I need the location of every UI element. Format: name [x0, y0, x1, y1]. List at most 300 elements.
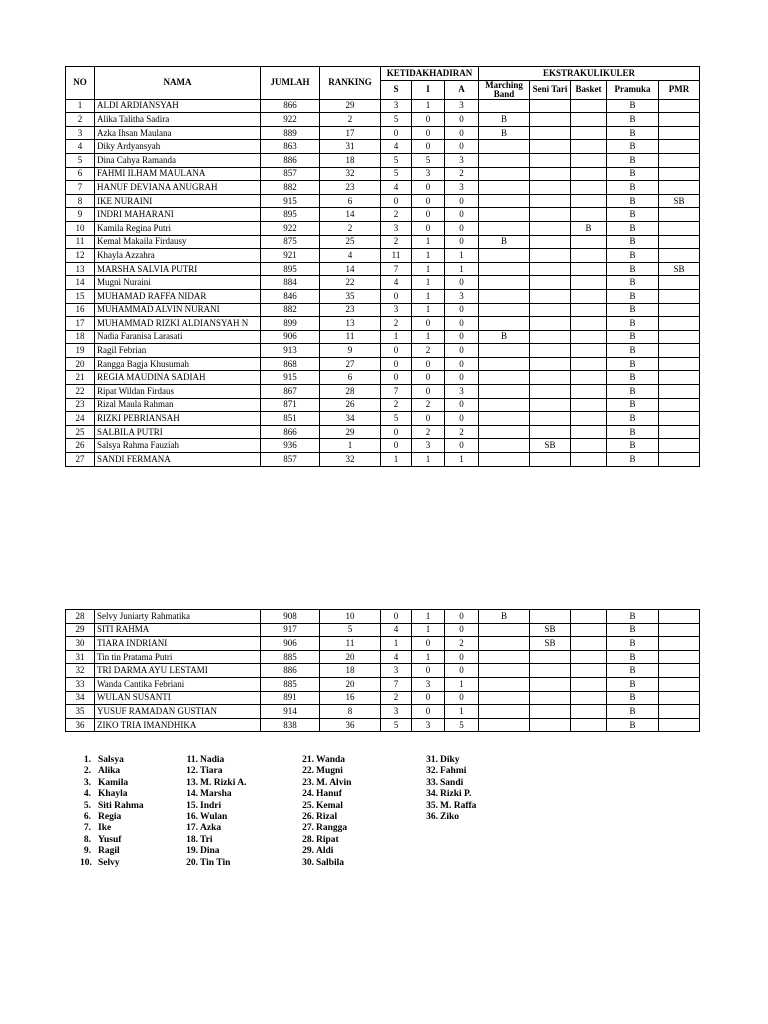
cell-sakit: 5 [381, 167, 412, 181]
cell-pramuka: B [607, 153, 659, 167]
cell-ranking: 2 [320, 113, 381, 127]
cell-marching-band [479, 677, 530, 691]
cell-no: 8 [66, 194, 95, 208]
cell-no: 19 [66, 344, 95, 358]
cell-basket [571, 99, 607, 113]
cell-ranking: 32 [320, 453, 381, 467]
cell-alpha: 3 [445, 99, 479, 113]
cell-alpha: 0 [445, 610, 479, 624]
cell-marching-band [479, 249, 530, 263]
cell-pmr [659, 718, 700, 732]
cell-sakit: 2 [381, 691, 412, 705]
cell-ranking: 31 [320, 140, 381, 154]
cell-seni-tari [530, 453, 571, 467]
cell-nama: REGIA MAUDINA SADIAH [95, 371, 261, 385]
cell-ranking: 35 [320, 289, 381, 303]
ranking-item [298, 801, 351, 812]
cell-nama: MUHAMMAD RIZKI ALDIANSYAH N [95, 317, 261, 331]
cell-marching-band [479, 221, 530, 235]
cell-pmr [659, 113, 700, 127]
cell-sakit: 3 [381, 664, 412, 678]
cell-no: 34 [66, 691, 95, 705]
cell-seni-tari [530, 650, 571, 664]
cell-ranking: 20 [320, 650, 381, 664]
cell-nama: Diky Ardyansyah [95, 140, 261, 154]
cell-basket [571, 718, 607, 732]
cell-basket [571, 276, 607, 290]
ranking-item [422, 755, 476, 766]
cell-no: 9 [66, 208, 95, 222]
ranking-column-4 [422, 755, 476, 823]
cell-nama: Tin tin Pratama Putri [95, 650, 261, 664]
cell-jumlah: 851 [261, 412, 320, 426]
cell-seni-tari [530, 425, 571, 439]
cell-ranking: 34 [320, 412, 381, 426]
cell-pramuka: B [607, 181, 659, 195]
cell-sakit: 4 [381, 650, 412, 664]
cell-marching-band [479, 398, 530, 412]
cell-alpha: 3 [445, 153, 479, 167]
cell-marching-band [479, 276, 530, 290]
cell-basket [571, 664, 607, 678]
cell-izin: 3 [412, 718, 445, 732]
ranking-name: Azka [200, 823, 222, 834]
cell-pramuka: B [607, 357, 659, 371]
cell-ranking: 9 [320, 344, 381, 358]
cell-marching-band: B [479, 113, 530, 127]
cell-pramuka: B [607, 249, 659, 263]
ranking-name: M. Raffa [440, 800, 477, 811]
table-row [66, 276, 700, 290]
cell-alpha: 2 [445, 167, 479, 181]
cell-basket [571, 235, 607, 249]
ranking-number: 1. [83, 755, 91, 765]
cell-marching-band [479, 140, 530, 154]
cell-ranking: 4 [320, 249, 381, 263]
cell-ranking: 29 [320, 425, 381, 439]
cell-sakit: 0 [381, 371, 412, 385]
cell-pmr [659, 330, 700, 344]
cell-izin: 0 [412, 412, 445, 426]
cell-basket [571, 385, 607, 399]
cell-pramuka: B [607, 610, 659, 624]
ranking-item [298, 835, 351, 846]
cell-basket [571, 303, 607, 317]
cell-sakit: 1 [381, 453, 412, 467]
cell-jumlah: 875 [261, 235, 320, 249]
ranking-number: 4. [83, 789, 91, 800]
ranking-item [182, 778, 246, 789]
cell-pmr [659, 317, 700, 331]
ranking-number: 5. [83, 800, 91, 811]
cell-ranking: 18 [320, 664, 381, 678]
cell-nama: SITI RAHMA [95, 623, 261, 637]
cell-pmr [659, 99, 700, 113]
cell-jumlah: 885 [261, 650, 320, 664]
cell-izin: 0 [412, 371, 445, 385]
ranking-name: Marsha [200, 789, 232, 800]
cell-ranking: 25 [320, 235, 381, 249]
cell-pmr [659, 691, 700, 705]
cell-alpha: 5 [445, 718, 479, 732]
ranking-number: 28. [302, 834, 314, 845]
ranking-item [182, 846, 246, 857]
cell-no: 1 [66, 99, 95, 113]
cell-izin: 0 [412, 126, 445, 140]
ranking-item [80, 858, 144, 869]
cell-izin: 1 [412, 303, 445, 317]
header-izin: I [412, 80, 445, 99]
cell-sakit: 2 [381, 235, 412, 249]
cell-no: 15 [66, 289, 95, 303]
ranking-name: Tin Tin [200, 857, 231, 868]
cell-marching-band [479, 705, 530, 719]
ranking-name: Alika [98, 766, 121, 777]
cell-pramuka: B [607, 194, 659, 208]
cell-basket [571, 344, 607, 358]
table-row [66, 208, 700, 222]
cell-izin: 1 [412, 623, 445, 637]
cell-alpha: 1 [445, 677, 479, 691]
cell-alpha: 0 [445, 412, 479, 426]
cell-nama: TRI DARMA AYU LESTAMI [95, 664, 261, 678]
cell-marching-band [479, 623, 530, 637]
cell-basket [571, 249, 607, 263]
cell-nama: Rizal Maula Rahman [95, 398, 261, 412]
ranking-name: Selvy [98, 857, 120, 868]
cell-marching-band [479, 181, 530, 195]
cell-no: 28 [66, 610, 95, 624]
cell-no: 10 [66, 221, 95, 235]
cell-sakit: 0 [381, 610, 412, 624]
cell-ranking: 17 [320, 126, 381, 140]
table-body [66, 99, 700, 466]
cell-marching-band [479, 357, 530, 371]
cell-pramuka: B [607, 425, 659, 439]
cell-seni-tari [530, 289, 571, 303]
cell-jumlah: 917 [261, 623, 320, 637]
cell-izin: 1 [412, 330, 445, 344]
cell-jumlah: 913 [261, 344, 320, 358]
ranking-name: Salbila [316, 857, 344, 868]
cell-jumlah: 915 [261, 371, 320, 385]
table-body-continued [66, 610, 700, 732]
ranking-item [80, 812, 144, 823]
ranking-item [182, 835, 246, 846]
cell-pramuka: B [607, 398, 659, 412]
cell-alpha: 0 [445, 208, 479, 222]
cell-pmr [659, 167, 700, 181]
cell-basket [571, 610, 607, 624]
cell-sakit: 7 [381, 677, 412, 691]
cell-sakit: 7 [381, 262, 412, 276]
cell-basket [571, 412, 607, 426]
cell-seni-tari [530, 140, 571, 154]
cell-pramuka: B [607, 664, 659, 678]
cell-alpha: 0 [445, 221, 479, 235]
cell-nama: TIARA INDRIANI [95, 637, 261, 651]
ranking-name: Tiara [200, 766, 223, 777]
cell-alpha: 0 [445, 113, 479, 127]
cell-pmr [659, 412, 700, 426]
ranking-number: 10. [80, 857, 92, 868]
ranking-item [298, 789, 351, 800]
cell-nama: Ragil Febrian [95, 344, 261, 358]
cell-pmr [659, 371, 700, 385]
header-jumlah: JUMLAH [261, 67, 320, 100]
cell-jumlah: 871 [261, 398, 320, 412]
cell-jumlah: 908 [261, 610, 320, 624]
cell-nama: HANUF DEVIANA ANUGRAH [95, 181, 261, 195]
cell-nama: INDRI MAHARANI [95, 208, 261, 222]
ranking-item [422, 812, 476, 823]
cell-ranking: 36 [320, 718, 381, 732]
cell-pmr [659, 235, 700, 249]
cell-nama: MUHAMMAD ALVIN NURANI [95, 303, 261, 317]
cell-jumlah: 857 [261, 453, 320, 467]
cell-nama: IKE NURAINI [95, 194, 261, 208]
header-no: NO [66, 67, 95, 100]
ranking-number: 34. [426, 789, 438, 800]
cell-basket [571, 208, 607, 222]
ranking-number: 25. [302, 800, 314, 811]
table-row [66, 317, 700, 331]
table-row [66, 344, 700, 358]
cell-no: 6 [66, 167, 95, 181]
cell-sakit: 4 [381, 623, 412, 637]
header-pmr: PMR [659, 80, 700, 99]
cell-seni-tari [530, 262, 571, 276]
cell-pramuka: B [607, 705, 659, 719]
cell-nama: Azka Ihsan Maulana [95, 126, 261, 140]
cell-izin: 2 [412, 425, 445, 439]
cell-alpha: 0 [445, 317, 479, 331]
ranking-name: Khayla [98, 789, 128, 800]
cell-alpha: 0 [445, 344, 479, 358]
cell-jumlah: 895 [261, 208, 320, 222]
cell-pramuka: B [607, 208, 659, 222]
cell-pramuka: B [607, 99, 659, 113]
ranking-name: Fahmi [440, 766, 467, 777]
cell-pramuka: B [607, 113, 659, 127]
ranking-column-2 [182, 755, 246, 869]
cell-seni-tari [530, 357, 571, 371]
cell-marching-band [479, 99, 530, 113]
header-ketidakhadiran: KETIDAKHADIRAN [381, 67, 479, 81]
ranking-number: 36. [426, 811, 438, 822]
cell-seni-tari [530, 705, 571, 719]
cell-ranking: 32 [320, 167, 381, 181]
table-row [66, 439, 700, 453]
cell-sakit: 5 [381, 718, 412, 732]
header-sakit: S [381, 80, 412, 99]
cell-pramuka: B [607, 718, 659, 732]
ranking-number: 23. [302, 777, 314, 788]
ranking-item [298, 778, 351, 789]
header-marching-band: Marching Band [479, 80, 530, 99]
cell-sakit: 11 [381, 249, 412, 263]
table-row [66, 385, 700, 399]
cell-seni-tari [530, 691, 571, 705]
cell-alpha: 0 [445, 371, 479, 385]
cell-ranking: 10 [320, 610, 381, 624]
cell-nama: Ripat Wildan Firdaus [95, 385, 261, 399]
cell-pramuka: B [607, 126, 659, 140]
cell-basket [571, 194, 607, 208]
cell-basket [571, 691, 607, 705]
cell-pmr [659, 425, 700, 439]
cell-pramuka: B [607, 637, 659, 651]
cell-pmr [659, 181, 700, 195]
table-row [66, 357, 700, 371]
table-row [66, 99, 700, 113]
cell-pramuka: B [607, 289, 659, 303]
cell-izin: 0 [412, 705, 445, 719]
ranking-name: Aldi [316, 846, 334, 857]
cell-izin: 1 [412, 453, 445, 467]
cell-basket [571, 439, 607, 453]
cell-ranking: 22 [320, 276, 381, 290]
cell-nama: Mugni Nuraini [95, 276, 261, 290]
header-ekstrakulikuler: EKSTRAKULIKULER [479, 67, 700, 81]
ranking-name: M. Rizki A. [200, 777, 247, 788]
cell-sakit: 4 [381, 140, 412, 154]
cell-izin: 1 [412, 262, 445, 276]
cell-sakit: 3 [381, 99, 412, 113]
cell-seni-tari [530, 99, 571, 113]
ranking-number: 6. [83, 811, 91, 822]
cell-no: 20 [66, 357, 95, 371]
cell-nama: Wanda Cantika Febriani [95, 677, 261, 691]
cell-marching-band: B [479, 330, 530, 344]
cell-ranking: 18 [320, 153, 381, 167]
cell-seni-tari [530, 276, 571, 290]
student-grade-table [65, 66, 700, 467]
cell-pramuka: B [607, 439, 659, 453]
cell-basket [571, 637, 607, 651]
cell-seni-tari [530, 221, 571, 235]
cell-marching-band [479, 385, 530, 399]
cell-sakit: 0 [381, 126, 412, 140]
cell-pmr [659, 153, 700, 167]
ranking-name: M. Alvin [316, 777, 352, 788]
cell-nama: SALBILA PUTRI [95, 425, 261, 439]
cell-marching-band [479, 718, 530, 732]
ranking-number: 3. [83, 777, 91, 788]
cell-pmr [659, 664, 700, 678]
cell-nama: FAHMI ILHAM MAULANA [95, 167, 261, 181]
cell-jumlah: 857 [261, 167, 320, 181]
cell-ranking: 5 [320, 623, 381, 637]
ranking-item [182, 823, 246, 834]
ranking-name: Diky [440, 755, 460, 765]
cell-izin: 0 [412, 140, 445, 154]
cell-alpha: 0 [445, 194, 479, 208]
cell-no: 22 [66, 385, 95, 399]
table-row [66, 303, 700, 317]
cell-nama: MUHAMAD RAFFA NIDAR [95, 289, 261, 303]
table-row [66, 371, 700, 385]
cell-no: 17 [66, 317, 95, 331]
ranking-item [182, 812, 246, 823]
cell-pmr [659, 610, 700, 624]
cell-no: 14 [66, 276, 95, 290]
ranking-item [182, 789, 246, 800]
cell-nama: Salsya Rahma Fauziah [95, 439, 261, 453]
cell-alpha: 1 [445, 249, 479, 263]
cell-nama: Rangga Bagja Khusumah [95, 357, 261, 371]
cell-pramuka: B [607, 276, 659, 290]
cell-marching-band [479, 637, 530, 651]
ranking-name: Ziko [440, 811, 460, 822]
cell-pramuka: B [607, 262, 659, 276]
ranking-item [422, 801, 476, 812]
cell-pmr [659, 289, 700, 303]
cell-basket [571, 126, 607, 140]
cell-pramuka: B [607, 453, 659, 467]
cell-pmr [659, 439, 700, 453]
cell-ranking: 26 [320, 398, 381, 412]
cell-pmr [659, 140, 700, 154]
cell-no: 18 [66, 330, 95, 344]
cell-izin: 0 [412, 181, 445, 195]
cell-pramuka: B [607, 650, 659, 664]
ranking-number: 11. [186, 755, 198, 765]
cell-pmr: SB [659, 194, 700, 208]
cell-izin: 0 [412, 357, 445, 371]
cell-no: 13 [66, 262, 95, 276]
cell-seni-tari [530, 664, 571, 678]
ranking-number: 15. [186, 800, 198, 811]
cell-marching-band [479, 262, 530, 276]
cell-sakit: 0 [381, 425, 412, 439]
cell-seni-tari [530, 677, 571, 691]
cell-marching-band [479, 167, 530, 181]
cell-no: 16 [66, 303, 95, 317]
cell-seni-tari [530, 610, 571, 624]
cell-basket [571, 425, 607, 439]
cell-sakit: 0 [381, 344, 412, 358]
cell-izin: 3 [412, 167, 445, 181]
cell-seni-tari [530, 303, 571, 317]
cell-no: 29 [66, 623, 95, 637]
ranking-name: Indri [200, 800, 222, 811]
cell-ranking: 27 [320, 357, 381, 371]
cell-sakit: 2 [381, 317, 412, 331]
ranking-name: Rizki P. [440, 789, 472, 800]
ranking-name: Mugni [316, 766, 343, 777]
cell-ranking: 11 [320, 330, 381, 344]
ranking-number: 17. [186, 823, 198, 834]
ranking-name: Kamila [98, 777, 129, 788]
cell-izin: 1 [412, 610, 445, 624]
ranking-name: Rangga [316, 823, 348, 834]
cell-seni-tari [530, 208, 571, 222]
ranking-item [422, 766, 476, 777]
cell-sakit: 7 [381, 385, 412, 399]
cell-izin: 0 [412, 194, 445, 208]
cell-izin: 1 [412, 276, 445, 290]
cell-pramuka: B [607, 140, 659, 154]
cell-pmr [659, 221, 700, 235]
cell-nama: SANDI FERMANA [95, 453, 261, 467]
ranking-item [298, 812, 351, 823]
cell-marching-band [479, 691, 530, 705]
cell-alpha: 0 [445, 439, 479, 453]
cell-jumlah: 866 [261, 425, 320, 439]
cell-izin: 1 [412, 650, 445, 664]
ranking-item [298, 823, 351, 834]
